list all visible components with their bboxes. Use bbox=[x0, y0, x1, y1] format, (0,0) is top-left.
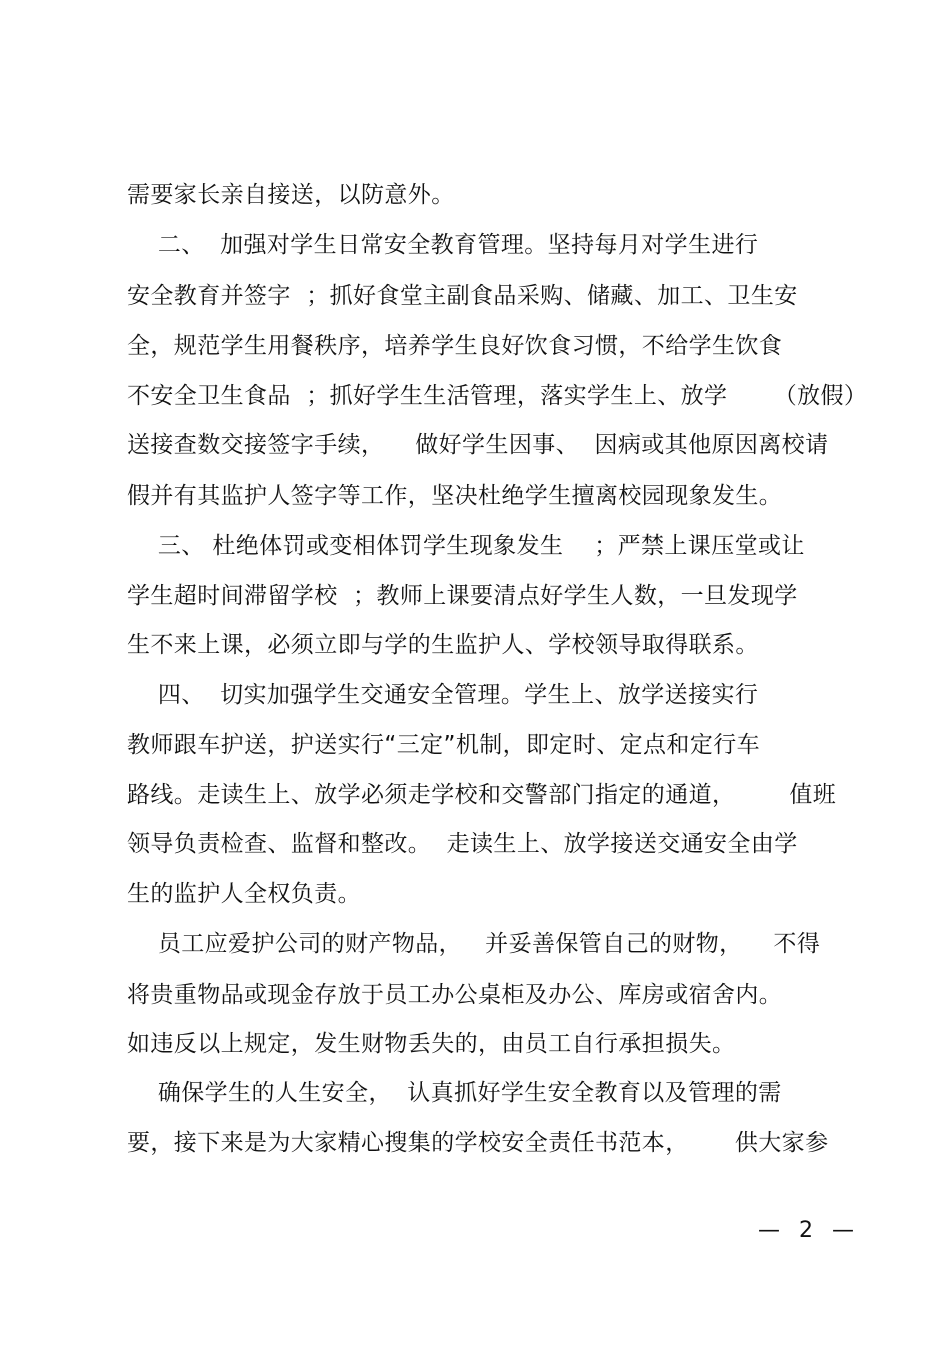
text-line: 三、 杜绝体罚或变相体罚学生现象发生 ；严禁上课压堂或让 bbox=[127, 533, 805, 559]
text-line: 路线。走读生上、放学必须走学校和交警部门指定的通道， 值班 bbox=[127, 782, 837, 808]
text-line: 全，规范学生用餐秩序，培养学生良好饮食习惯，不给学生饮食 bbox=[127, 333, 783, 359]
text-line: 将贵重物品或现金存放于员工办公桌柜及办公、库房或宿舍内。 bbox=[127, 982, 783, 1008]
text-line: 需要家长亲自接送，以防意外。 bbox=[127, 182, 455, 208]
text-line: 领导负责检查、监督和整改。 走读生上、放学接送交通安全由学 bbox=[127, 831, 798, 857]
text-line: 如违反以上规定，发生财物丢失的，由员工自行承担损失。 bbox=[127, 1031, 736, 1057]
text-line: 学生超时间滞留学校 ；教师上课要清点好学生人数，一旦发现学 bbox=[127, 583, 798, 609]
text-line: 送接查数交接签字手续， 做好学生因事、 因病或其他原因离校请 bbox=[127, 432, 829, 458]
text-line: 假并有其监护人签字等工作，坚决杜绝学生擅离校园现象发生。 bbox=[127, 483, 783, 509]
page-number: — 2 — bbox=[758, 1218, 860, 1243]
text-line: 生的监护人全权负责。 bbox=[127, 881, 361, 907]
text-line: 二、 加强对学生日常安全教育管理。坚持每月对学生进行 bbox=[127, 232, 759, 258]
text-line: 生不来上课，必须立即与学的生监护人、学校领导取得联系。 bbox=[127, 632, 759, 658]
text-line: 不安全卫生食品 ；抓好学生生活管理，落实学生上、放学 （放假） bbox=[127, 383, 868, 409]
text-line: 确保学生的人生安全， 认真抓好学生安全教育以及管理的需 bbox=[127, 1080, 782, 1106]
text-line: 教师跟车护送，护送实行“三定”机制，即定时、定点和定行车 bbox=[127, 732, 761, 758]
text-line: 四、 切实加强学生交通安全管理。学生上、放学送接实行 bbox=[127, 682, 759, 708]
text-line: 员工应爱护公司的财产物品， 并妥善保管自己的财物， 不得 bbox=[127, 931, 821, 957]
text-line: 要，接下来是为大家精心搜集的学校安全责任书范本， 供大家参 bbox=[127, 1130, 829, 1156]
text-line: 安全教育并签字 ；抓好食堂主副食品采购、储藏、加工、卫生安 bbox=[127, 283, 798, 309]
